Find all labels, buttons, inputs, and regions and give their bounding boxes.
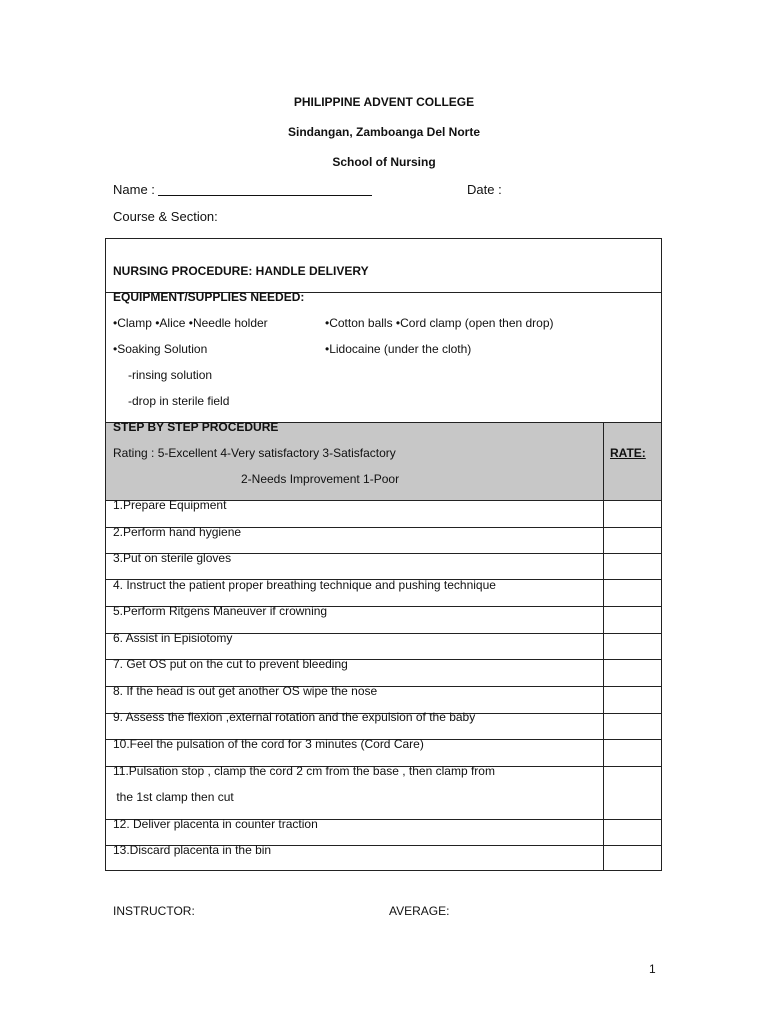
name-field[interactable] [158,195,372,196]
step-item: 10.Feel the pulsation of the cord for 3 minutes (Cord Care) [113,737,424,751]
step-item: 4. Instruct the patient proper breathing technique and pushing technique [113,578,496,592]
rate-column-divider [603,422,604,870]
step-item: 9. Assess the flexion ,external rotation and the expulsion of the baby [113,710,476,724]
step-item: 6. Assist in Episiotomy [113,631,233,645]
rate-column-header: RATE: [610,446,646,460]
step-item: 13.Discard placenta in the bin [113,843,272,857]
equipment-list: •Soaking Solution [113,342,208,356]
step-item: 3.Put on sterile gloves [113,551,232,565]
equipment-list: •Lidocaine (under the cloth) [325,342,472,356]
steps-heading: STEP BY STEP PROCEDURE [113,420,279,434]
procedure-title: NURSING PROCEDURE: HANDLE DELIVERY [113,264,369,278]
college-location: Sindangan, Zamboanga Del Norte [287,125,481,139]
equipment-sub-item: -drop in sterile field [128,394,230,408]
step-item: 12. Deliver placenta in counter traction [113,817,318,831]
school-name: School of Nursing [332,155,436,169]
equipment-list: •Cotton balls •Cord clamp (open then drop) [325,316,554,330]
rating-scale: 2-Needs Improvement 1-Poor [241,472,400,486]
step-item: 1.Prepare Equipment [113,498,227,512]
course-section-label: Course & Section: [113,209,218,224]
equipment-heading: EQUIPMENT/SUPPLIES NEEDED: [113,290,305,304]
rating-scale: Rating : 5-Excellent 4-Very satisfactory 3-Satisfactory [113,446,396,460]
name-label: Name : [113,182,155,197]
page-number: 1 [649,962,656,976]
procedure-table [105,238,662,871]
college-name: PHILIPPINE ADVENT COLLEGE [293,95,475,109]
step-item-continuation: the 1st clamp then cut [113,790,234,804]
step-item: 2.Perform hand hygiene [113,525,242,539]
instructor-label: INSTRUCTOR: [113,904,195,918]
step-item: 7. Get OS put on the cut to prevent bleeding [113,657,348,671]
step-item: 5.Perform Ritgens Maneuver if crowning [113,604,328,618]
equipment-list: •Clamp •Alice •Needle holder [113,316,268,330]
equipment-sub-item: -rinsing solution [128,368,213,382]
step-item: 8. If the head is out get another OS wipe the nose [113,684,378,698]
step-item: 11.Pulsation stop , clamp the cord 2 cm from the base , then clamp from [113,764,495,778]
average-label: AVERAGE: [389,904,450,918]
date-label: Date : [467,182,502,197]
